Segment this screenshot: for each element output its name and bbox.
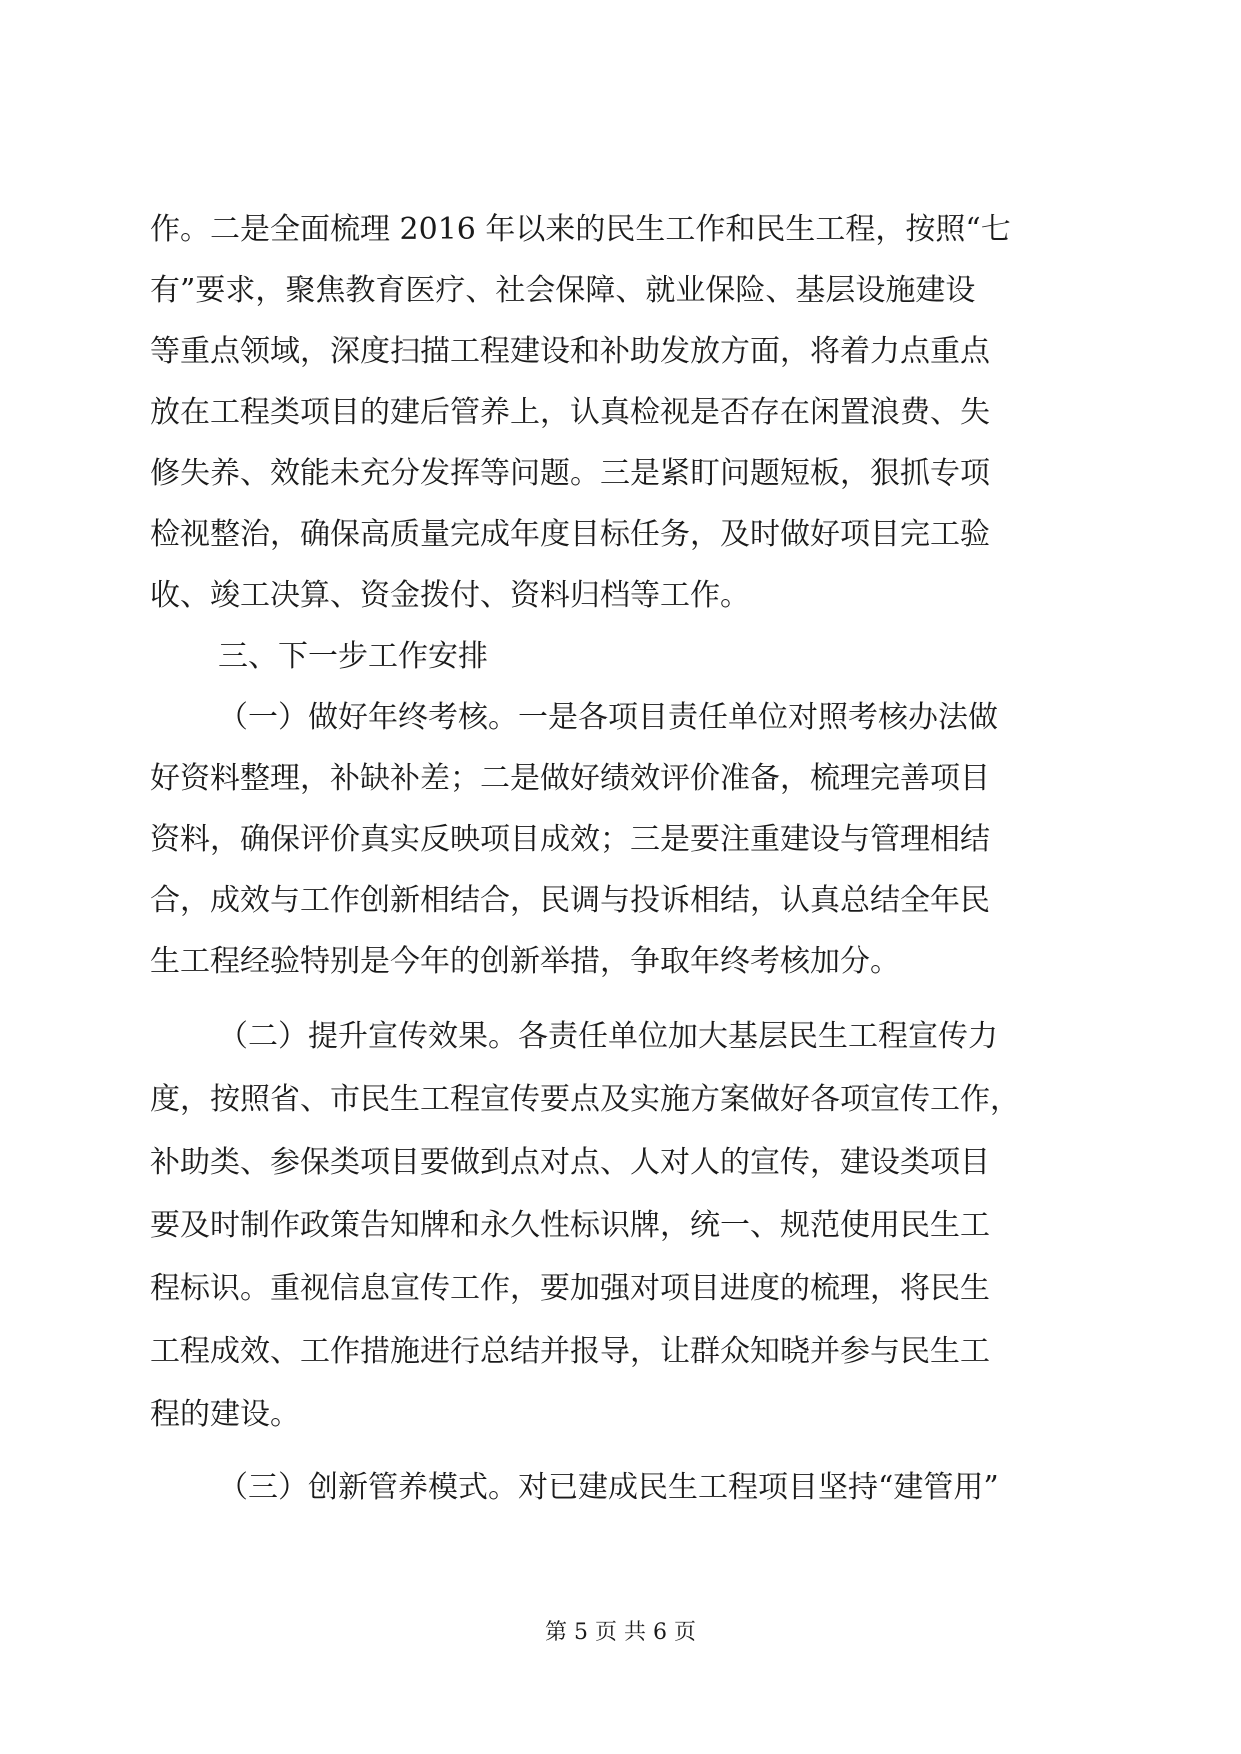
text-line [0,449,1241,499]
text-line [0,1327,1241,1377]
text-line-content: 放在工程类项目的建后管养上，认真检视是否存在闲置浪费、失 [150,395,990,430]
section-heading [0,632,1241,682]
text-line [0,1264,1241,1314]
text-line-content: 工程成效、工作措施进行总结并报导，让群众知晓并参与民生工 [150,1334,990,1369]
text-line-content: 补助类、参保类项目要做到点对点、人对人的宣传，建设类项目 [150,1145,990,1180]
text-line [0,815,1241,865]
text-line-content: 修失养、效能未充分发挥等问题。三是紧盯问题短板，狠抓专项 [150,456,990,491]
text-line [0,1012,1241,1062]
text-line-content: 程的建设。 [150,1397,300,1432]
text-line [0,754,1241,804]
text-line [0,205,1241,255]
text-line [0,1075,1241,1125]
text-line-content: 检视整治，确保高质量完成年度目标任务，及时做好项目完工验 [150,517,990,552]
text-line-content: 好资料整理，补缺补差；二是做好绩效评价准备，梳理完善项目 [150,761,990,796]
text-line-content: 要及时制作政策告知牌和永久性标识牌，统一、规范使用民生工 [150,1208,990,1243]
section-heading-text: 三、下一步工作安排 [218,639,488,674]
text-line [0,1463,1241,1513]
text-line [0,1390,1241,1440]
text-line-content: （一）做好年终考核。一是各项目责任单位对照考核办法做 [218,700,998,735]
text-line-content: 资料，确保评价真实反映项目成效；三是要注重建设与管理相结 [150,822,990,857]
text-line [0,571,1241,621]
text-line [0,937,1241,987]
text-line-content: （三）创新管养模式。对已建成民生工程项目坚持“建管用” [218,1470,999,1505]
text-line [0,327,1241,377]
text-line-content: 合，成效与工作创新相结合，民调与投诉相结，认真总结全年民 [150,883,990,918]
text-line-content: 收、竣工决算、资金拨付、资料归档等工作。 [150,578,750,613]
text-line-content: 程标识。重视信息宣传工作，要加强对项目进度的梳理，将民生 [150,1271,990,1306]
text-line-content: 作。二是全面梳理 2016 年以来的民生工作和民生工程，按照“七 [150,212,1011,247]
text-line-content: 生工程经验特别是今年的创新举措，争取年终考核加分。 [150,944,900,979]
page-footer: 第 5 页 共 6 页 [545,1620,696,1645]
text-line-content: 度，按照省、市民生工程宣传要点及实施方案做好各项宣传工作， [150,1082,1020,1117]
text-line [0,693,1241,743]
text-line [0,388,1241,438]
text-line [0,1201,1241,1251]
text-line-content: 有”要求，聚焦教育医疗、社会保障、就业保险、基层设施建设 [150,273,976,308]
text-line-content: （二）提升宣传效果。各责任单位加大基层民生工程宣传力 [218,1019,998,1054]
text-line [0,266,1241,316]
text-line [0,510,1241,560]
text-line [0,876,1241,926]
text-line [0,1138,1241,1188]
text-line-content: 等重点领域，深度扫描工程建设和补助发放方面，将着力点重点 [150,334,990,369]
